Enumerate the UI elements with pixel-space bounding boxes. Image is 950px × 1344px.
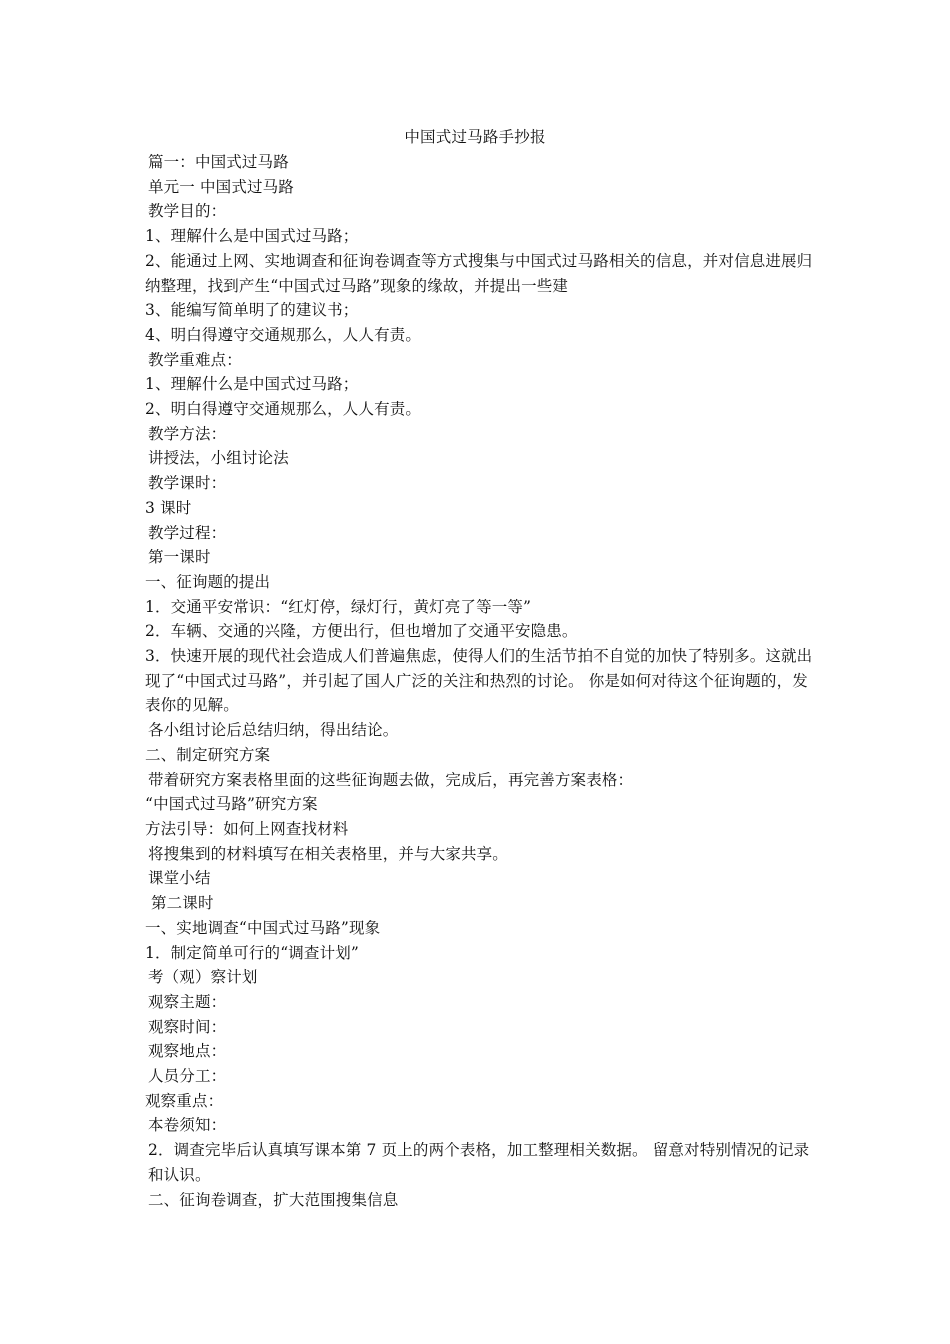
paragraph: 单元一 中国式过马路 xyxy=(148,177,294,196)
paragraph: 4、明白得遵守交通规那么，人人有责。 xyxy=(145,325,422,344)
paragraph: 第一课时 xyxy=(148,548,211,567)
paragraph: 各小组讨论后总结归纳，得出结论。 xyxy=(148,721,399,740)
paragraph: 3．快速开展的现代社会造成人们普遍焦虑，使得人们的生活节拍不自觉的加快了特别多。这就出现了“中国式过马路”，并引起了国人广泛的关注和热烈的讨论。 你是如何对待这个征询题的，发表你的见解。 xyxy=(145,647,813,715)
paragraph: 教学课时： xyxy=(148,474,227,493)
paragraph: 1．交通平安常识：“红灯停，绿灯行，黄灯亮了等一等” xyxy=(145,597,532,616)
document-title: 中国式过马路手抄报 xyxy=(404,128,546,146)
paragraph: 第二课时 xyxy=(151,894,214,913)
paragraph: 2．车辆、交通的兴隆，方便出行，但也增加了交通平安隐患。 xyxy=(145,622,578,641)
paragraph: 教学目的： xyxy=(148,202,227,221)
paragraph: 带着研究方案表格里面的这些征询题去做，完成后，再完善方案表格： xyxy=(148,770,634,789)
paragraph: 观察重点： xyxy=(145,1091,224,1110)
paragraph: 人员分工： xyxy=(148,1067,227,1086)
paragraph: 二、征询卷调查，扩大范围搜集信息 xyxy=(148,1190,399,1209)
paragraph: 一、征询题的提出 xyxy=(145,572,271,591)
paragraph: 将搜集到的材料填写在相关表格里，并与大家共享。 xyxy=(148,844,508,863)
paragraph: 3 课时 xyxy=(145,498,192,517)
paragraph: 3、能编写简单明了的建议书； xyxy=(145,301,359,320)
paragraph: 一、实地调查“中国式过马路”现象 xyxy=(145,918,381,937)
paragraph: 1、理解什么是中国式过马路； xyxy=(145,227,359,246)
paragraph: 考（观）察计划 xyxy=(148,968,258,987)
paragraph: 教学重难点： xyxy=(148,350,242,369)
paragraph: 2、明白得遵守交通规那么，人人有责。 xyxy=(145,400,422,419)
paragraph: 本卷须知： xyxy=(148,1116,227,1135)
paragraph: 课堂小结 xyxy=(148,869,211,888)
paragraph: 观察地点： xyxy=(148,1042,227,1061)
paragraph: 讲授法，小组讨论法 xyxy=(148,449,289,468)
paragraph: 教学过程： xyxy=(148,523,227,542)
paragraph: “中国式过马路”研究方案 xyxy=(145,795,318,814)
paragraph: 方法引导：如何上网查找材料 xyxy=(145,819,349,838)
paragraph: 1．制定简单可行的“调查计划” xyxy=(145,943,359,962)
paragraph: 2、能通过上网、实地调查和征询卷调查等方式搜集与中国式过马路相关的信息，并对信息进展归纳整理，找到产生“中国式过马路”现象的缘故，并提出一些建 xyxy=(145,251,813,295)
paragraph: 1、理解什么是中国式过马路； xyxy=(145,375,359,394)
paragraph: 2．调查完毕后认真填写课本第 7 页上的两个表格，加工整理相关数据。 留意对特别情况的记录和认识。 xyxy=(148,1141,810,1184)
paragraph: 观察时间： xyxy=(148,1017,227,1036)
paragraph: 篇一：中国式过马路 xyxy=(148,153,289,171)
paragraph: 观察主题： xyxy=(148,992,227,1011)
document-body xyxy=(145,150,815,1212)
paragraph: 教学方法： xyxy=(148,424,227,443)
paragraph: 二、制定研究方案 xyxy=(145,745,271,764)
